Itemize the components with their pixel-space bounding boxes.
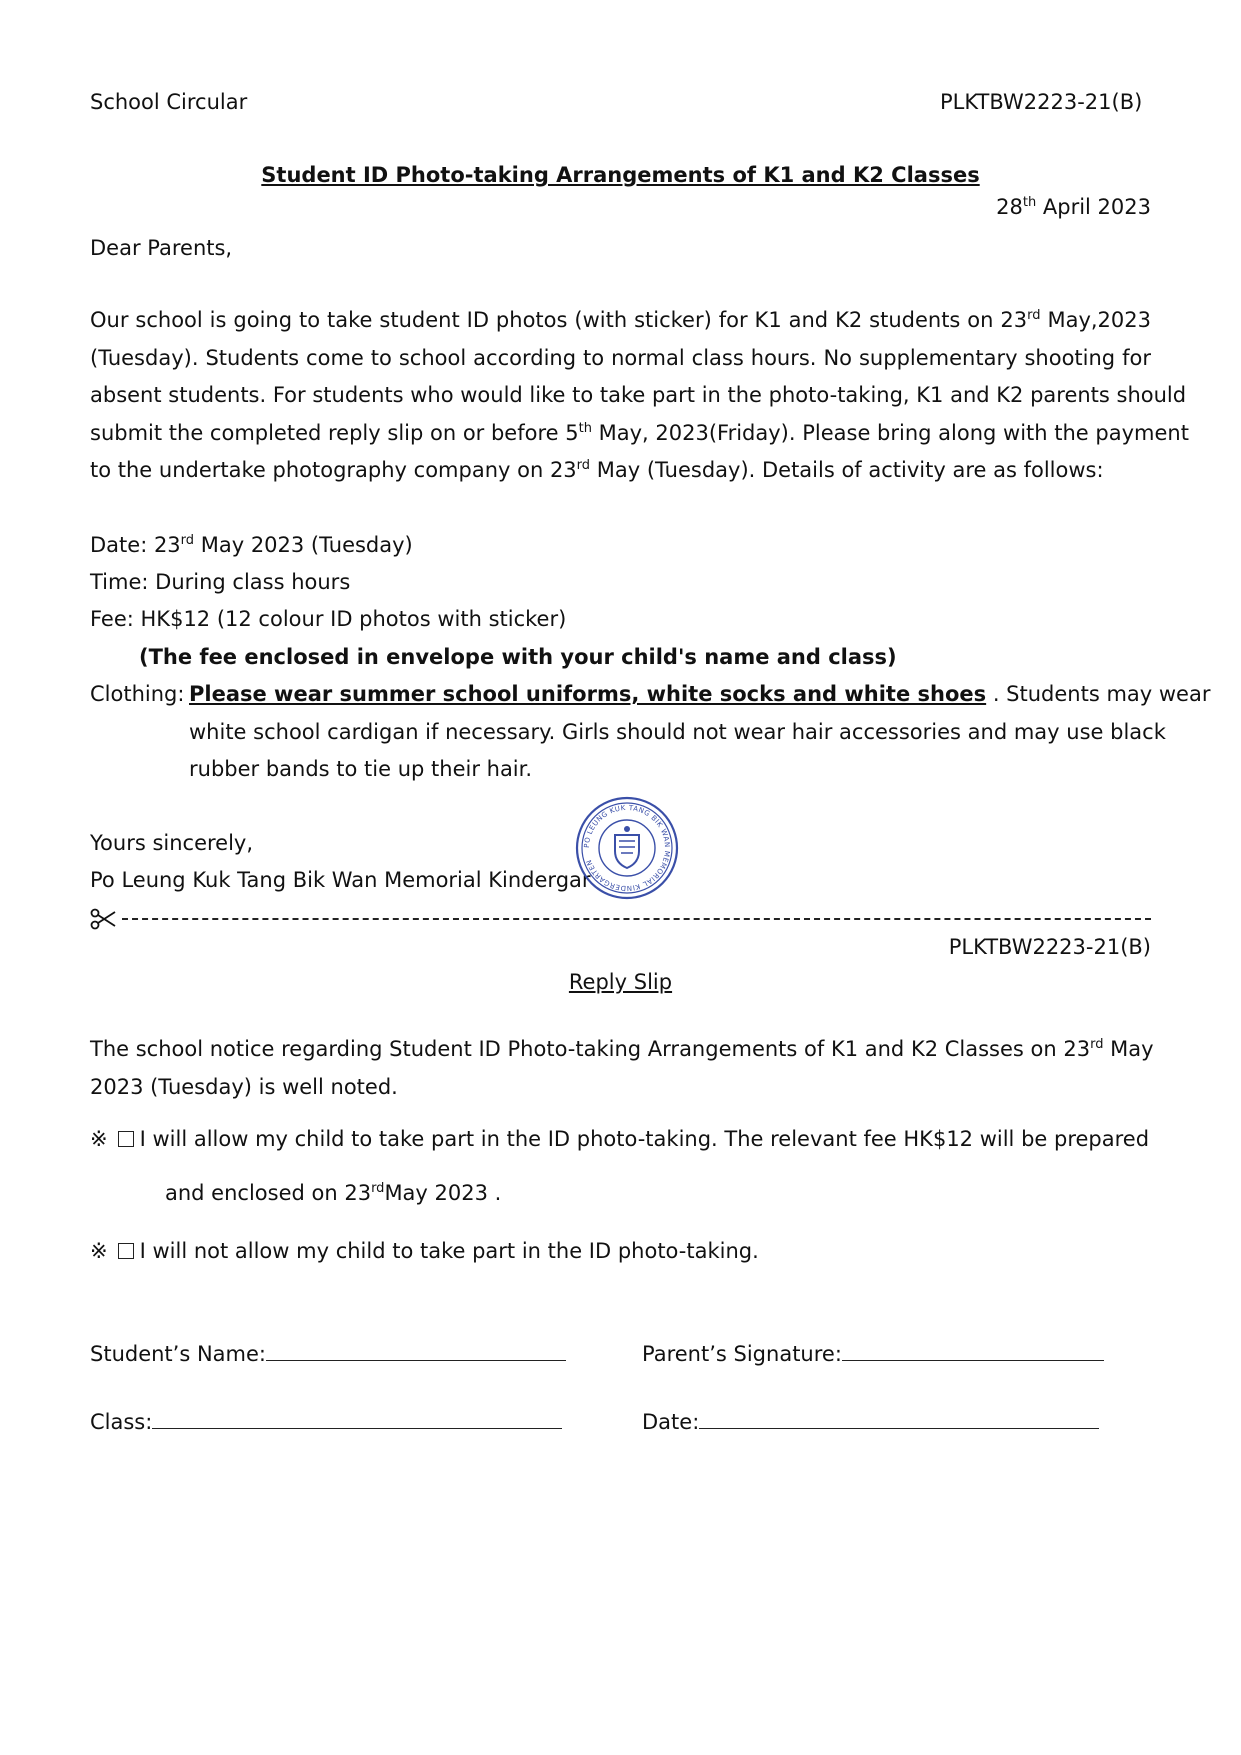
cut-line (90, 904, 1151, 934)
detail-clothing-label: Clothing: (90, 682, 185, 706)
student-name-field[interactable]: Student’s Name: (90, 1340, 566, 1366)
svg-text:PO LEUNG KUK TANG BIK WAN MEMO: PO LEUNG KUK TANG BIK WAN MEMORIAL KINDERGARTEN (582, 803, 672, 893)
class-field[interactable]: Class: (90, 1408, 562, 1434)
closing-school-name: Po Leung Kuk Tang Bik Wan Memorial Kindergar (90, 868, 591, 892)
scissors-icon (90, 908, 116, 930)
detail-time: Time: During class hours (90, 570, 351, 594)
body-paragraph: Our school is going to take student ID photos (with sticker) for K1 and K2 students on 23rd May,2023 (Tuesday). Students come to school according to normal class hours. No supplementary shooting for absent students. For students who would like to take part in the photo-taking, K1 and K2 parents should submit the completed reply slip on or before 5th May, 2023(Friday). Please bring along with the payment to the undertake photography company on 23rd May (Tuesday). Details of activity are as follows: (90, 308, 1189, 482)
circular-label: School Circular (90, 90, 248, 114)
detail-fee: Fee: HK$12 (12 colour ID photos with sticker) (90, 607, 567, 631)
reference-mark: ※ (90, 1239, 108, 1263)
school-seal-stamp (574, 795, 680, 901)
reply-ref: PLKTBW2223-21(B) (948, 935, 1151, 959)
circular-ref: PLKTBW2223-21(B) (940, 90, 1143, 114)
detail-clothing-line1: Please wear summer school uniforms, white socks and white shoes . Students may wear (189, 682, 1211, 706)
dashed-divider (122, 918, 1151, 920)
detail-date: Date: 23rd May 2023 (Tuesday) (90, 533, 413, 557)
option-allow: ※ I will allow my child to take part in the ID photo-taking. The relevant fee HK$12 will be prepared (90, 1127, 1150, 1151)
checkbox-icon[interactable] (118, 1131, 134, 1147)
option-not-allow: ※ I will not allow my child to take part in the ID photo-taking. (90, 1239, 759, 1263)
reference-mark: ※ (90, 1127, 108, 1151)
option-allow-cont: and enclosed on 23rdMay 2023 . (165, 1181, 502, 1205)
salutation: Dear Parents, (90, 236, 233, 260)
detail-clothing-line2: white school cardigan if necessary. Girls should not wear hair accessories and may use black (189, 720, 1166, 744)
detail-fee-note: (The fee enclosed in envelope with your child's name and class) (139, 645, 897, 669)
detail-clothing-line3: rubber bands to tie up their hair. (189, 757, 533, 781)
circular-date: 28th April 2023 (996, 195, 1151, 219)
reply-title: Reply Slip (568, 970, 673, 994)
reply-notice: The school notice regarding Student ID Photo-taking Arrangements of K1 and K2 Classes on 23rd May 2023 (Tuesday) is well noted. (90, 1037, 1154, 1099)
date-field[interactable]: Date: (642, 1408, 1099, 1434)
parent-signature-field[interactable]: Parent’s Signature: (642, 1340, 1104, 1366)
checkbox-icon[interactable] (118, 1243, 134, 1259)
page-title: Student ID Photo-taking Arrangements of K1 and K2 Classes (261, 163, 980, 187)
closing-sincerely: Yours sincerely, (90, 831, 254, 855)
